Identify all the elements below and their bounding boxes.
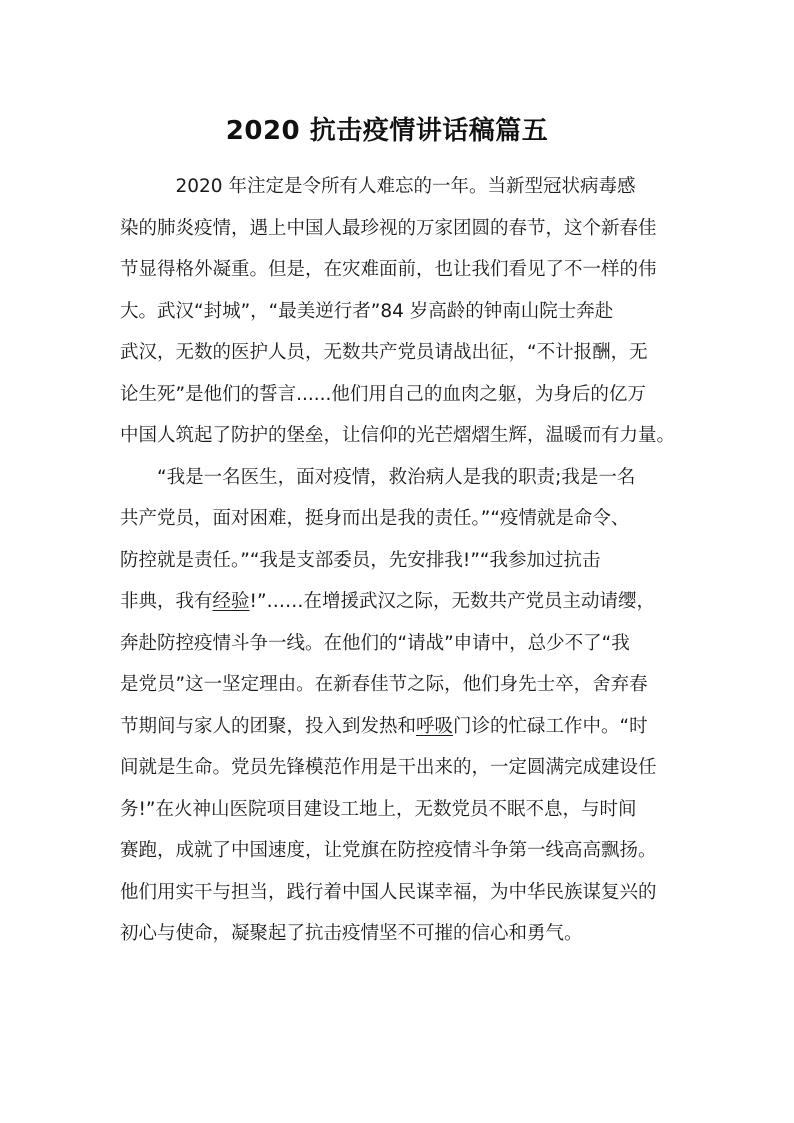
line-text: !”……在增援武汉之际，无数共产党员主动请缨， (249, 591, 656, 612)
paragraph-2-line: 赛跑，成就了中国速度，让党旗在防控疫情斗争第一线高高飘扬。 (120, 840, 657, 861)
underlined-word: 呼吸 (416, 715, 454, 737)
paragraph-2-line (120, 581, 668, 623)
line-text: 节期间与家人的团聚，投入到发热和 (120, 715, 417, 737)
paragraph-2-line: 务!”在火神山医院项目建设工地上，无数党员不眠不息，与时间 (120, 798, 637, 820)
line-text: 非典，我有 (120, 591, 213, 612)
paragraph-1-line: 2020 年注定是令所有人难忘的一年。当新型冠状病毒感 (120, 176, 636, 197)
paragraph-2-line: 奔赴防控疫情斗争一线。在他们的“请战”申请中，总少不了“我 (120, 632, 630, 654)
paragraph-2-line: 他们用实干与担当，践行着中国人民谋幸福，为中华民族谋复兴的 (120, 881, 657, 903)
paragraph-1-line: 中国人筑起了防护的堡垒，让信仰的光芒熠熠生辉，温暖而有力量。 (120, 425, 676, 446)
underlined-word: 经验 (212, 591, 250, 612)
paragraph-2-line (120, 706, 668, 748)
paragraph-2-line: 初心与使命，凝聚起了抗击疫情坚不可摧的信心和勇气。 (120, 923, 583, 944)
paragraph-1-line: 论生死”是他们的誓言......他们用自己的血肉之躯，为身后的亿万 (120, 383, 646, 405)
paragraph-2-line: 共产党员，面对困难，挺身而出是我的责任。”“疫情就是命令、 (120, 508, 630, 529)
paragraph-1-line: 染的肺炎疫情，遇上中国人最珍视的万家团圆的春节，这个新春佳 (120, 217, 657, 239)
document-title: 2020 抗击疫情讲话稿篇五 (225, 116, 549, 146)
paragraph-2-line: “我是一名医生，面对疫情，救治病人是我的职责;我是一名 (120, 466, 636, 488)
paragraph-1-line: 大。武汉“封城”，“最美逆行者”84 岁高龄的钟南山院士奔赴 (120, 300, 614, 322)
document-body (120, 166, 676, 955)
paragraph-1-line: 节显得格外凝重。但是，在灾难面前，也让我们看见了不一样的伟 (120, 259, 657, 280)
paragraph-2-line: 防控就是责任。”“我是支部委员，先安排我!”“我参加过抗击 (120, 549, 601, 571)
paragraph-2-line: 是党员”这一坚定理由。在新春佳节之际，他们身先士卒，舍弃春 (120, 674, 648, 695)
line-text: 门诊的忙碌工作中。“时 (453, 715, 648, 737)
paragraph-2-line: 间就是生命。党员先锋模范作用是干出来的，一定圆满完成建设任 (120, 757, 657, 778)
paragraph-1-line: 武汉，无数的医护人员，无数共产党员请战出征，“不计报酬，无 (120, 342, 648, 363)
